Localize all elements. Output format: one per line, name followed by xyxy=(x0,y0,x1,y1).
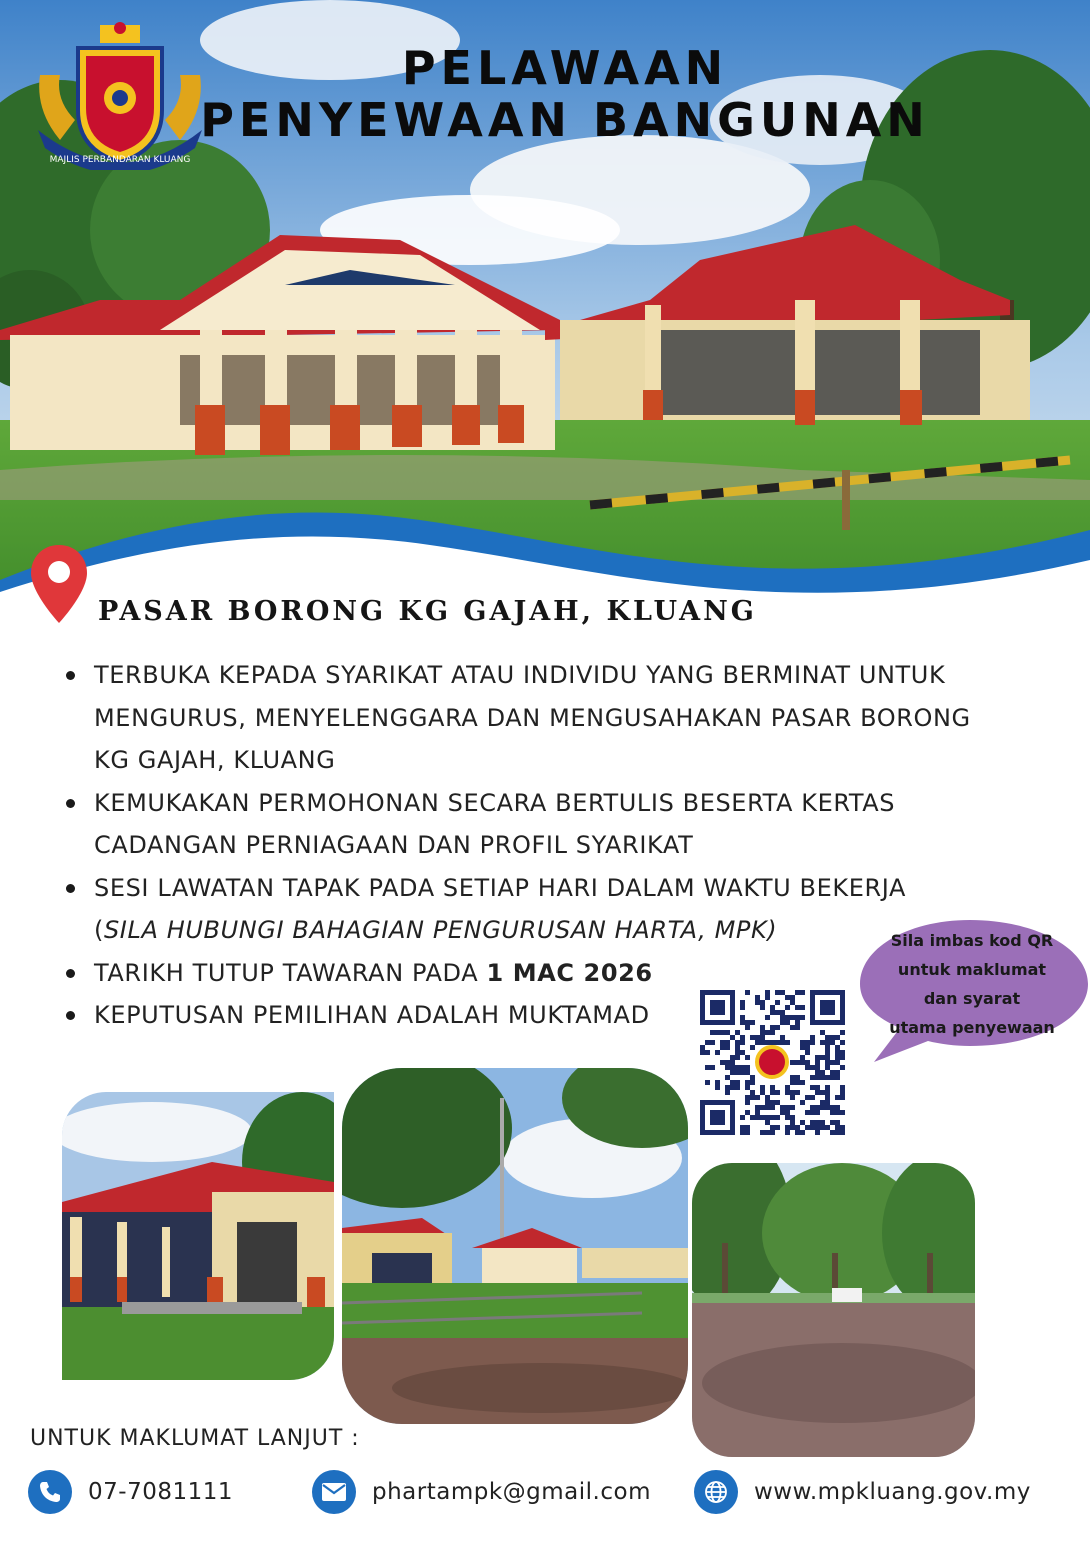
list-item: KEMUKAKAN PERMOHONAN SECARA BERTULIS BESERTA KERTAS CADANGAN PERNIAGAAN DAN PROFIL SYARIKAT xyxy=(62,782,1012,867)
title-line-2: PENYEWAAN BANGUNAN xyxy=(200,93,930,147)
globe-icon xyxy=(694,1470,738,1514)
email-address[interactable]: phartampk@gmail.com xyxy=(372,1479,651,1505)
website-url[interactable]: www.mpkluang.gov.my xyxy=(754,1479,1031,1505)
phone-contact[interactable] xyxy=(28,1468,233,1516)
list-item: TARIKH TUTUP TAWARAN PADA 1 MAC 2026 xyxy=(62,952,1012,995)
bullet-dot xyxy=(66,969,75,978)
qr-code[interactable] xyxy=(700,990,850,1138)
bullet-dot xyxy=(66,799,75,808)
more-info-heading: UNTUK MAKLUMAT LANJUT : xyxy=(30,1426,360,1451)
list-item: TERBUKA KEPADA SYARIKAT ATAU INDIVIDU YANG BERMINAT UNTUK MENGURUS, MENYELENGGARA DAN MENGUSAHAKAN PASAR BORONG KG GAJAH, KLUANG xyxy=(62,654,1012,782)
website-contact[interactable] xyxy=(694,1468,1031,1516)
photo-market-overview xyxy=(342,1068,688,1424)
phone-icon xyxy=(28,1470,72,1514)
mail-icon xyxy=(312,1470,356,1514)
photo-parking-area xyxy=(692,1163,975,1457)
bullet-dot xyxy=(66,884,75,893)
closing-date: 1 MAC 2026 xyxy=(486,958,653,987)
page-title xyxy=(0,42,1090,146)
list-item: KEPUTUSAN PEMILIHAN ADALAH MUKTAMAD xyxy=(62,994,1012,1037)
map-pin-icon xyxy=(28,543,90,625)
qr-bubble-text: Sila imbas kod QR untuk maklumat dan syarat utama penyewaan xyxy=(889,931,1055,1037)
title-line-1: PELAWAAN xyxy=(401,41,729,95)
contact-note: SILA HUBUNGI BAHAGIAN PENGURUSAN HARTA, MPK) xyxy=(103,916,778,944)
photo-building-side xyxy=(62,1092,334,1380)
logo-arc-text: MAJLIS PERBANDARAN KLUANG xyxy=(49,155,191,165)
phone-number[interactable]: 07-7081111 xyxy=(88,1479,233,1505)
bullet-dot xyxy=(66,671,75,680)
email-contact[interactable] xyxy=(312,1468,651,1516)
bullet-dot xyxy=(66,1011,75,1020)
location-name: PASAR BORONG KG GAJAH, KLUANG xyxy=(98,596,757,627)
list-item: SESI LAWATAN TAPAK PADA SETIAP HARI DALAM WAKTU BEKERJA (SILA HUBUNGI BAHAGIAN PENGURUSAN HARTA, MPK) xyxy=(62,867,1012,952)
